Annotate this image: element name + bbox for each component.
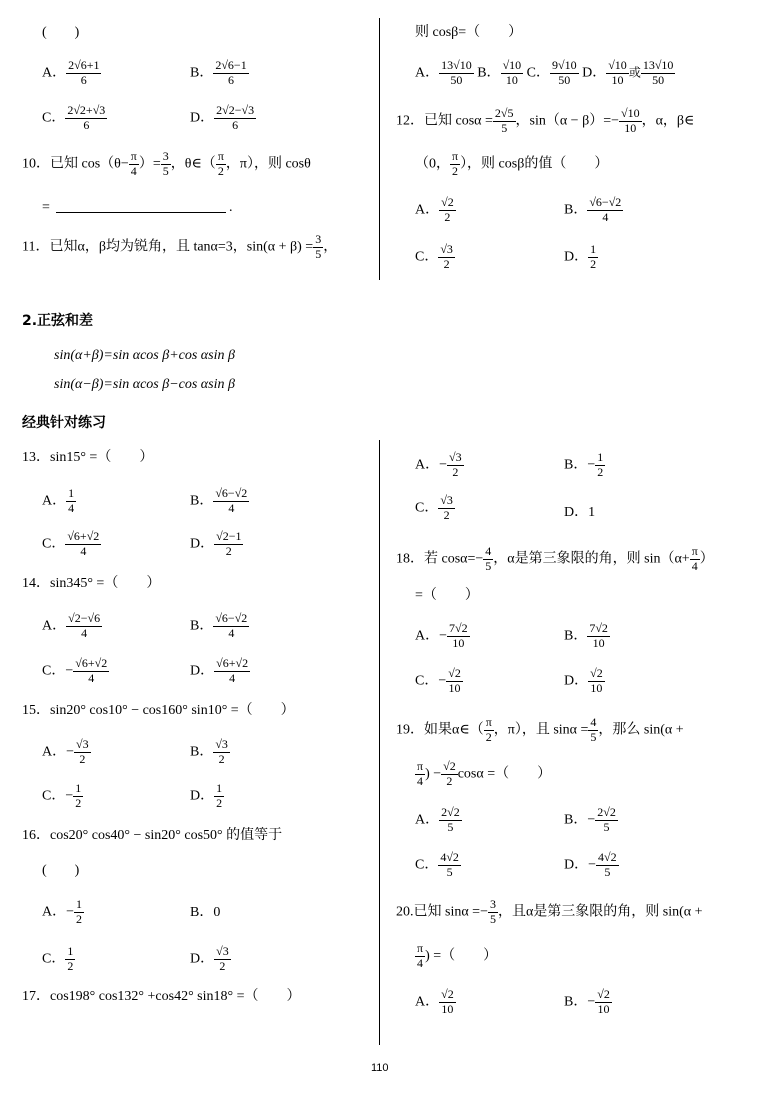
section-title: 2.正弦和差: [22, 313, 94, 329]
q17-option-d: D．1: [564, 505, 596, 520]
q18-stem-cont: =（ ）: [415, 588, 479, 603]
formula-diff: sin(α−β)=sin αcos β−cos αsin β: [54, 377, 235, 392]
q19-option-b: B．− $\frac{2√2}{5}$: [564, 805, 616, 834]
q19-option-d: D．− $\frac{4√2}{5}$: [564, 850, 617, 879]
q13-option-b: B． $\frac{√6-√2}{4}$: [190, 486, 248, 515]
q12-stem-cont: （0， $\frac{\pi}{2}$ ），则 cosβ的值（ ）: [415, 149, 609, 178]
q12-option-d: D． $\frac{1}{2}$: [564, 242, 597, 271]
q9-option-b: B． $\frac{2√6-1}{6}$: [190, 58, 247, 87]
q15-option-a: A．− $\frac{√3}{2}$: [42, 737, 89, 766]
q14-option-d: D． $\frac{√6+√2}{4}$: [190, 656, 249, 685]
q19-option-c: C． $\frac{4√2}{5}$: [415, 850, 459, 879]
q12-option-b: B． $\frac{√6-√2}{4}$: [564, 195, 622, 224]
q15-option-b: B． $\frac{√3}{2}$: [190, 737, 228, 766]
q13-option-c: C． $\frac{√6+√2}{4}$: [42, 529, 100, 558]
page-number: 110: [371, 1062, 389, 1074]
q13-stem: 13．sin15° =（ ）: [22, 450, 154, 465]
q15-stem: 15．sin20° cos10° − cos160° sin10° =（ ）: [22, 703, 295, 718]
q11-options: A． $\frac{13√10}{50}$ B． $\frac{√10}{10}$ C． $\frac{9√10}{50}$ D． $\frac{√10}{10}$ 或 $\frac{13√10}{50}$: [415, 58, 674, 87]
q20-option-b: B．− $\frac{√2}{10}$: [564, 987, 610, 1016]
q17-stem: 17．cos198° cos132° +cos42° sin18° =（ ）: [22, 989, 301, 1004]
q19-stem: 19．如果α∈（ $\frac{\pi}{2}$ ，π），且 sinα = $\frac{4}{5}$ ，那么 sin(α +: [396, 715, 684, 744]
q17-option-a: A．− $\frac{√3}{2}$: [415, 450, 462, 479]
q16-option-b: B．0: [190, 905, 221, 920]
q18-stem: 18．若 cosα=− $\frac{4}{5}$ ，α是第三象限的角，则 sin（α+ $\frac{\pi}{4}$ ）: [396, 544, 714, 573]
q10-equals: =: [42, 200, 50, 215]
practice-title: 经典针对练习: [22, 415, 106, 431]
column-divider-bottom: [379, 440, 380, 1045]
q20-stem-cont: $\frac{\pi}{4}$ ) =（ ）: [417, 941, 498, 970]
q12-stem: 12．已知 cosα = $\frac{2√5}{5}$ ，sin（α − β）=− $\frac{√10}{10}$ ，α，β∈: [396, 106, 695, 135]
column-divider-top: [379, 18, 380, 280]
q18-option-a: A．− $\frac{7√2}{10}$: [415, 621, 468, 650]
q13-option-d: D． $\frac{√2-1}{2}$: [190, 529, 242, 558]
q16-option-c: C． $\frac{1}{2}$: [42, 944, 74, 973]
q20-option-a: A． $\frac{√2}{10}$: [415, 987, 454, 1016]
q18-option-c: C．− $\frac{√2}{10}$: [415, 666, 461, 695]
q10-stem: 10．已知 cos（θ− $\frac{\pi}{4}$ ）= $\frac{3}{5}$ ，θ∈（ $\frac{\pi}{2}$ ，π），则 cosθ: [22, 149, 311, 178]
q19-stem-cont: $\frac{\pi}{4}$ ) − $\frac{√2}{2}$ cosα =（ ）: [417, 759, 552, 788]
formula-sum: sin(α+β)=sin αcos β+cos αsin β: [54, 348, 235, 363]
q18-option-b: B． $\frac{7√2}{10}$: [564, 621, 608, 650]
fraction: $\frac{2√6+1}{6}$: [68, 58, 100, 87]
q9-option-d: D． $\frac{2√2-√3}{6}$: [190, 103, 255, 132]
q16-option-a: A．− $\frac{1}{2}$: [42, 897, 83, 926]
q16-stem: 16．cos20° cos40° − sin20° cos50° 的值等于: [22, 828, 283, 843]
q17-option-b: B．− $\frac{1}{2}$: [564, 450, 604, 479]
q18-option-d: D． $\frac{√2}{10}$: [564, 666, 603, 695]
q14-option-c: C．− $\frac{√6+√2}{4}$: [42, 656, 108, 685]
q10-answer-blank[interactable]: [56, 212, 226, 213]
q9-option-a: A． $\frac{2√6+1}{6}$: [42, 58, 100, 87]
q12-option-c: C． $\frac{√3}{2}$: [415, 242, 453, 271]
q9-option-c: C． $\frac{2√2+√3}{6}$: [42, 103, 106, 132]
q20-stem: 20.已知 sinα =− $\frac{3}{5}$ ，且α是第三象限的角，则 sin(α +: [396, 897, 703, 926]
q14-stem: 14．sin345° =（ ）: [22, 576, 161, 591]
q13-option-a: A． $\frac{1}{4}$: [42, 486, 75, 515]
q10-end: .: [229, 200, 233, 215]
q11-cont: 则 cosβ=（ ）: [415, 25, 523, 40]
q15-option-c: C．− $\frac{1}{2}$: [42, 781, 82, 810]
q12-option-a: A． $\frac{√2}{2}$: [415, 195, 454, 224]
q9-paren: ( ): [42, 25, 80, 40]
q16-option-d: D． $\frac{√3}{2}$: [190, 944, 229, 973]
q17-option-c: C． $\frac{√3}{2}$: [415, 493, 453, 522]
q15-option-d: D． $\frac{1}{2}$: [190, 781, 223, 810]
q19-option-a: A． $\frac{2√2}{5}$: [415, 805, 460, 834]
q16-paren: ( ): [42, 863, 80, 878]
q14-option-b: B． $\frac{√6-√2}{4}$: [190, 611, 248, 640]
q11-stem: 11．已知α，β均为锐角，且 tanα=3，sin(α + β) = $\frac{3}{5}$ ，: [22, 232, 338, 261]
q14-option-a: A． $\frac{√2-√6}{4}$: [42, 611, 101, 640]
